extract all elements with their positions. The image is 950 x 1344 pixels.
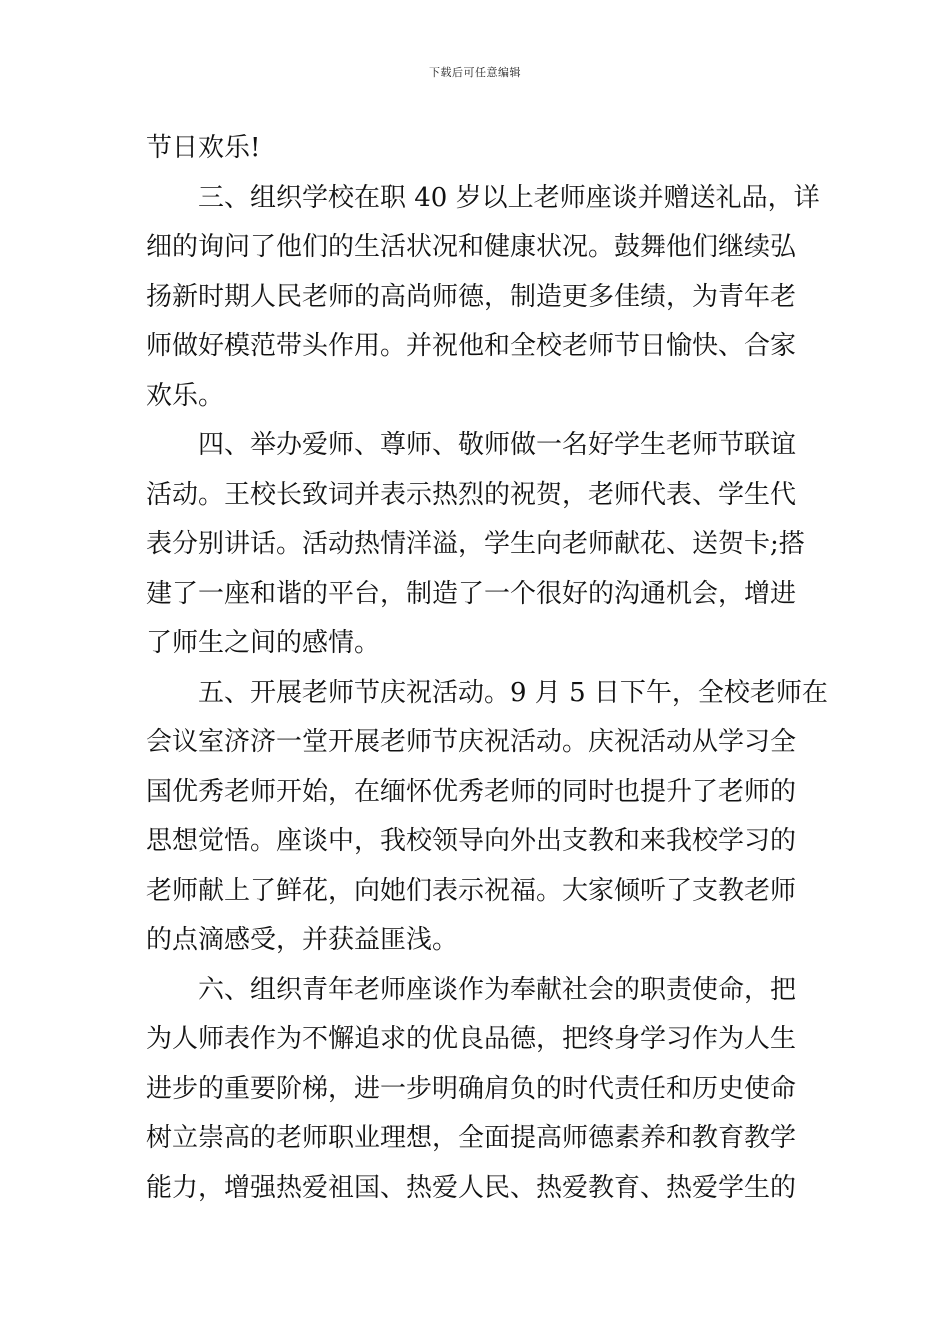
text-line: 的点滴感受，并获益匪浅。 xyxy=(146,925,459,955)
text-line: 国优秀老师开始，在缅怀优秀老师的同时也提升了老师的 xyxy=(146,776,797,807)
text-line: 能力，增强热爱祖国、热爱人民、热爱教育、热爱学生的 xyxy=(146,1172,797,1203)
text-line: 会议室济济一堂开展老师节庆祝活动。庆祝活动从学习全 xyxy=(146,727,797,757)
text-line: 师做好模范带头作用。并祝他和全校老师节日愉快、合家 xyxy=(146,331,797,361)
text-line: 了师生之间的感情。 xyxy=(146,628,381,658)
text-line: 树立崇高的老师职业理想，全面提高师德素养和教育教学 xyxy=(146,1123,797,1153)
paragraph-start-line: 三、组织学校在职 40 岁以上老师座谈并赠送礼品，详 xyxy=(198,182,820,213)
text-line: 进步的重要阶梯，进一步明确肩负的时代责任和历史使命 xyxy=(146,1073,797,1104)
document-body xyxy=(146,124,828,1213)
text-line: 为人师表作为不懈追求的优良品德，把终身学习作为人生 xyxy=(146,1024,797,1054)
text-line: 活动。王校长致词并表示热烈的祝贺，老师代表、学生代 xyxy=(146,479,797,510)
paragraph-start-line: 四、举办爱师、尊师、敬师做一名好学生老师节联谊 xyxy=(198,430,797,460)
text-line: 思想觉悟。座谈中，我校领导向外出支教和来我校学习的 xyxy=(146,826,797,856)
paragraph-start-line: 五、开展老师节庆祝活动。9 月 5 日下午，全校老师在 xyxy=(198,677,828,708)
text-line: 老师献上了鲜花，向她们表示祝福。大家倾听了支教老师 xyxy=(146,875,797,906)
text-line: 节日欢乐! xyxy=(146,133,261,163)
text-line: 扬新时期人民老师的高尚师德，制造更多佳绩，为青年老 xyxy=(146,281,797,312)
text-line: 建了一座和谐的平台，制造了一个很好的沟通机会，增进 xyxy=(146,578,797,609)
text-line: 细的询问了他们的生活状况和健康状况。鼓舞他们继续弘 xyxy=(146,232,797,262)
paragraph-start-line: 六、组织青年老师座谈作为奉献社会的职责使命，把 xyxy=(198,974,797,1005)
text-line: 表分别讲话。活动热情洋溢，学生向老师献花、送贺卡;搭 xyxy=(146,529,805,559)
text-line: 欢乐。 xyxy=(146,380,225,411)
header-note: 下载后可任意编辑 xyxy=(429,66,521,79)
